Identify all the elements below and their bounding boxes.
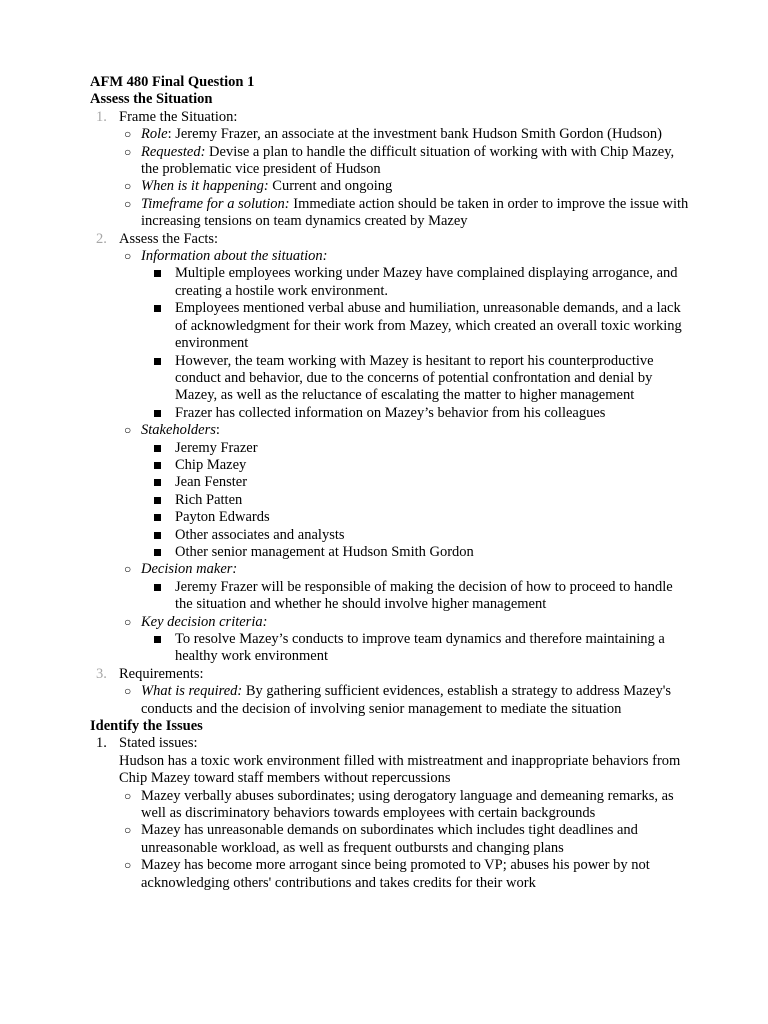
circle-bullet-icon: ○ — [124, 788, 132, 803]
circle-bullet-icon: ○ — [124, 823, 132, 838]
item-text: By gathering sufficient evidences, establish a strategy to address Mazey's conducts and the decision of involving senior management to mediate the situation — [141, 683, 671, 717]
list-item — [90, 822, 690, 857]
list-item — [90, 353, 690, 405]
list-item — [90, 248, 690, 265]
item-text: Immediate action should be taken in order to improve the issue with increasing tensions on team dynamics created by Mazey — [141, 195, 689, 230]
square-bullet-icon — [154, 462, 161, 469]
list-item-facts — [90, 231, 690, 248]
circle-bullet-icon: ○ — [124, 562, 132, 577]
item-text: Mazey verbally abuses subordinates; using derogatory language and demeaning remarks, as well as discriminatory behaviors towards employees with certain backgrounds — [141, 787, 674, 822]
item-text: : Jeremy Frazer, an associate at the investment bank Hudson Smith Gordon (Hudson) — [167, 126, 662, 143]
square-bullet-icon — [154, 584, 161, 591]
list-item — [90, 405, 690, 422]
list-item-stated-issues — [90, 735, 690, 752]
list-item — [90, 474, 690, 491]
label-colon: : — [215, 422, 220, 439]
item-text: Employees mentioned verbal abuse and humiliation, unreasonable demands, and a lack of acknowledgment for their work from Mazey, which created an overall toxic working environment — [175, 300, 682, 352]
info-label: Information about the situation: — [141, 248, 328, 265]
list-item-label: Frame the Situation: — [119, 108, 238, 125]
list-item — [90, 300, 690, 352]
list-number: 1. — [96, 735, 107, 752]
circle-bullet-icon: ○ — [124, 858, 132, 873]
decision-maker-label: Decision maker: — [141, 561, 238, 578]
document-title: AFM 480 Final Question 1 — [90, 74, 255, 90]
list-item — [90, 544, 690, 561]
square-bullet-icon — [154, 445, 161, 452]
issues-summary: Hudson has a toxic work environment filled with mistreatment and inappropriate behaviors from Chip Mazey toward staff members without repercussions — [119, 752, 681, 787]
square-bullet-icon — [154, 549, 161, 556]
circle-bullet-icon: ○ — [124, 249, 132, 264]
list-item — [90, 144, 690, 179]
item-lead: What is required: — [141, 683, 243, 700]
list-item-label: Stated issues: — [119, 735, 198, 752]
list-item — [90, 178, 690, 195]
square-bullet-icon — [154, 514, 161, 521]
list-item — [90, 788, 690, 823]
list-item-requirements — [90, 666, 690, 683]
stakeholders-label: Stakeholders — [141, 422, 216, 439]
list-number: 1. — [96, 108, 107, 125]
item-lead: Role — [141, 126, 168, 143]
item-text: Jeremy Frazer — [175, 439, 258, 456]
item-lead: Requested: — [141, 143, 206, 160]
circle-bullet-icon: ○ — [124, 179, 132, 194]
list-item — [90, 631, 690, 666]
item-text: Devise a plan to handle the difficult situation of working with with Chip Mazey, the problematic vice president of Hudson — [141, 143, 675, 178]
circle-bullet-icon: ○ — [124, 614, 132, 629]
list-item — [90, 509, 690, 526]
item-text: Jean Fenster — [175, 474, 248, 491]
section-heading-issues: Identify the Issues — [90, 718, 203, 735]
list-item-frame — [90, 109, 690, 126]
list-item-label: Assess the Facts: — [119, 230, 219, 247]
item-text: Mazey has unreasonable demands on subordinates which includes tight deadlines and unreasonable workload, as well as frequent outbursts and changing plans — [141, 822, 638, 856]
section-heading-assess: Assess the Situation — [90, 91, 213, 108]
list-item — [90, 857, 690, 892]
criteria-label: Key decision criteria: — [141, 613, 268, 630]
circle-bullet-icon: ○ — [124, 423, 132, 438]
circle-bullet-icon: ○ — [124, 144, 132, 159]
list-item — [90, 561, 690, 578]
list-item — [90, 440, 690, 457]
item-text: Payton Edwards — [175, 509, 270, 526]
item-text: Other senior management at Hudson Smith Gordon — [175, 543, 474, 560]
document-page — [90, 74, 690, 892]
item-text: Other associates and analysts — [175, 526, 345, 543]
item-text: Current and ongoing — [268, 178, 393, 195]
list-item — [90, 457, 690, 474]
square-bullet-icon — [154, 532, 161, 539]
list-item — [90, 422, 690, 439]
item-text: Frazer has collected information on Mazey’s behavior from his colleagues — [175, 404, 606, 421]
item-text: Rich Patten — [175, 491, 243, 508]
item-text: To resolve Mazey’s conducts to improve team dynamics and therefore maintaining a healthy work environment — [175, 631, 665, 665]
item-text: Jeremy Frazer will be responsible of making the decision of how to proceed to handle the situation and whether he should involve higher management — [175, 578, 673, 613]
item-lead: When is it happening: — [141, 178, 269, 195]
square-bullet-icon — [154, 410, 161, 417]
square-bullet-icon — [154, 636, 161, 643]
circle-bullet-icon: ○ — [124, 127, 132, 142]
list-item — [90, 683, 690, 718]
list-item — [90, 614, 690, 631]
list-item — [90, 527, 690, 544]
list-item — [90, 579, 690, 614]
square-bullet-icon — [154, 270, 161, 277]
list-number: 2. — [96, 230, 107, 247]
circle-bullet-icon: ○ — [124, 196, 132, 211]
square-bullet-icon — [154, 305, 161, 312]
square-bullet-icon — [154, 479, 161, 486]
item-lead: Timeframe for a solution: — [141, 195, 290, 212]
list-item — [90, 265, 690, 300]
circle-bullet-icon: ○ — [124, 684, 132, 699]
list-item-label: Requirements: — [119, 665, 204, 682]
square-bullet-icon — [154, 358, 161, 365]
item-text: Multiple employees working under Mazey have complained displaying arrogance, and creating a hostile work environment. — [175, 265, 678, 299]
list-number: 3. — [96, 665, 107, 682]
square-bullet-icon — [154, 497, 161, 504]
item-text: However, the team working with Mazey is hesitant to report his counterproductive conduct and behavior, due to the concerns of potential confrontation and denial by Mazey, as well as the reluctance of escalating the matter to higher management — [175, 352, 654, 404]
item-text: Chip Mazey — [175, 456, 247, 473]
list-item — [90, 126, 690, 143]
item-text: Mazey has become more arrogant since being promoted to VP; abuses his power by not acknowledging others' contributions and takes credits for their work — [141, 857, 650, 891]
list-item — [90, 492, 690, 509]
list-item — [90, 196, 690, 231]
